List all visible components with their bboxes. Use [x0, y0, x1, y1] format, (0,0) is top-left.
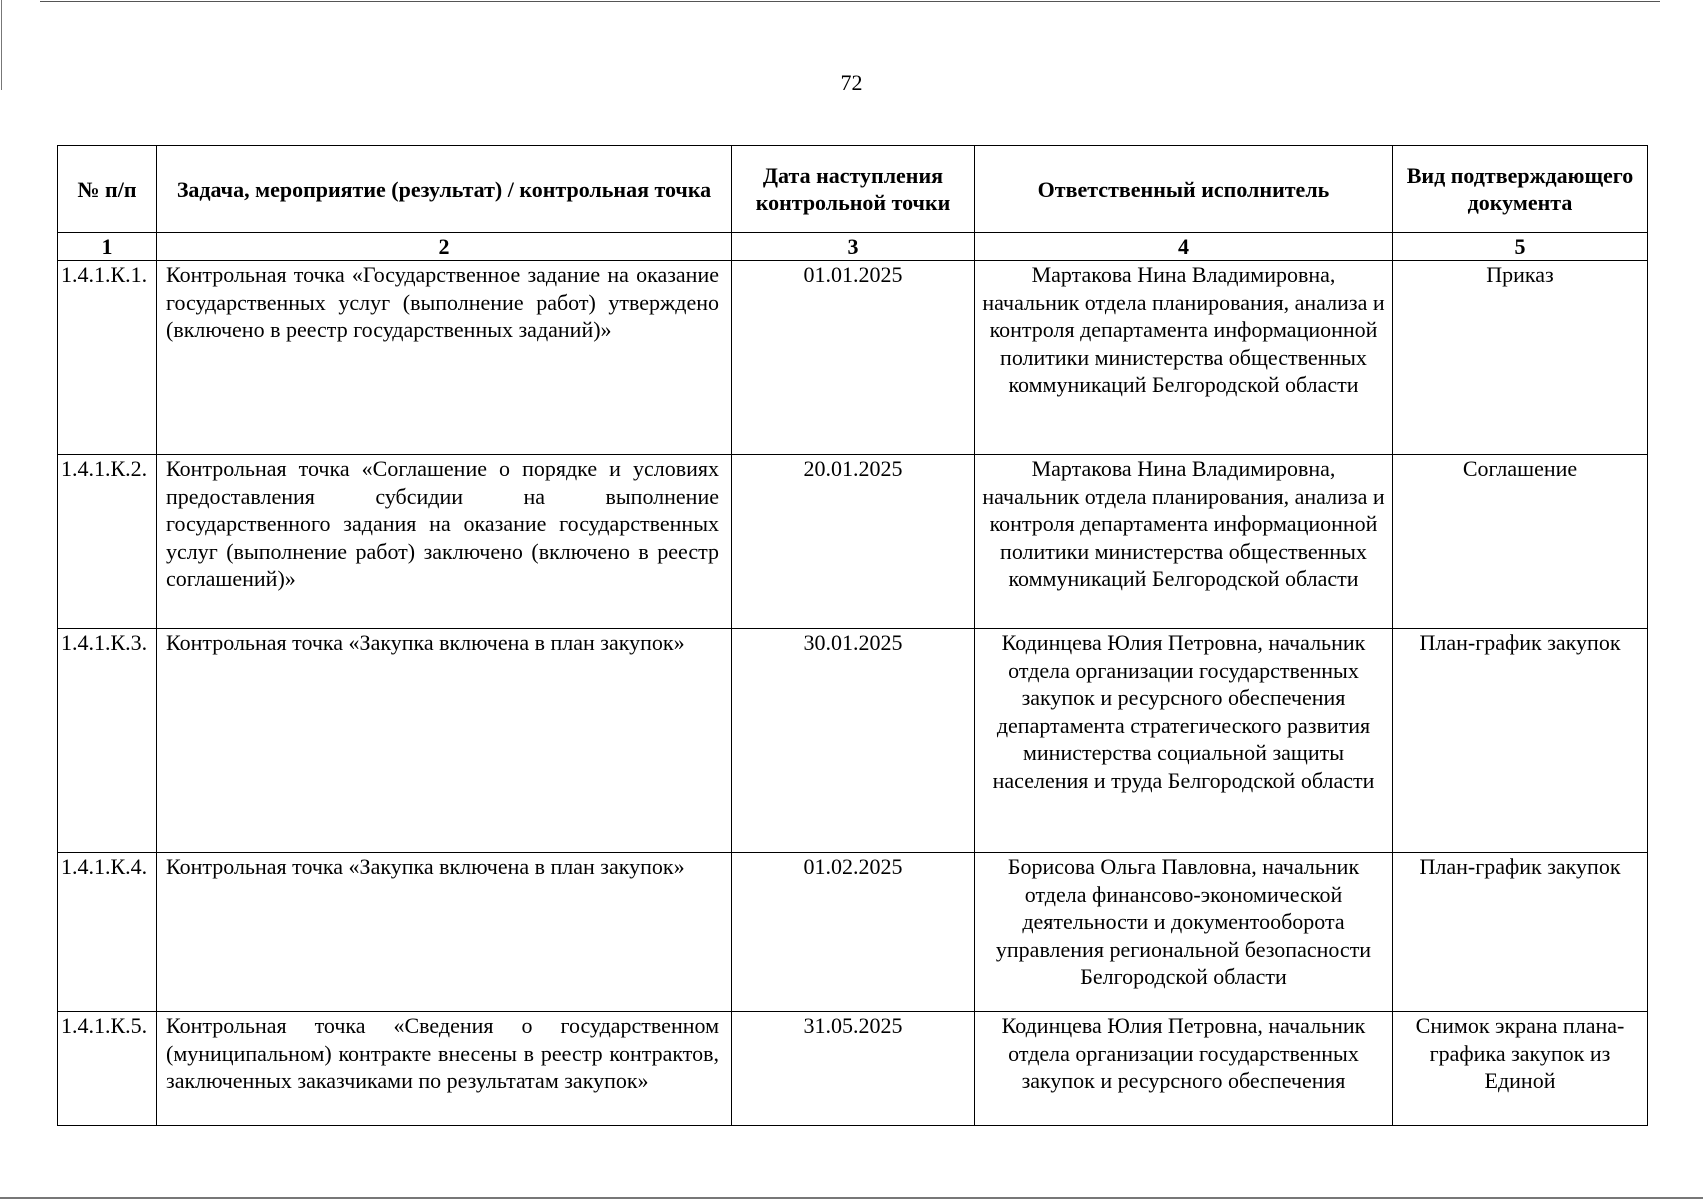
- table-header-row: [58, 146, 1648, 233]
- header-num: № п/п: [58, 146, 157, 233]
- row-document: Снимок экрана плана-графика закупок из Единой: [1393, 1012, 1648, 1126]
- row-task: Контрольная точка «Сведения о государственном (муниципальном) контракте внесены в реестр контрактов, заключенных заказчиками по результатам закупок»: [157, 1012, 732, 1126]
- header-executor: Ответственный исполнитель: [975, 146, 1393, 233]
- column-number: 1: [58, 233, 157, 261]
- table-row: [58, 853, 1648, 1012]
- table-row: [58, 1012, 1648, 1126]
- column-number: 2: [157, 233, 732, 261]
- scan-edge-bottom: [0, 1197, 1703, 1199]
- row-executor: Мартакова Нина Владимировна, начальник отдела планирования, анализа и контроля департамента информационной политики министерства общественных коммуникаций Белгородской области: [975, 455, 1393, 629]
- row-date: 20.01.2025: [732, 455, 975, 629]
- table-row: [58, 261, 1648, 455]
- table-row: [58, 629, 1648, 853]
- row-number: 1.4.1.К.3.: [58, 629, 157, 853]
- table-row: [58, 455, 1648, 629]
- page-number: 72: [840, 70, 863, 95]
- row-executor: Кодинцева Юлия Петровна, начальник отдела организации государственных закупок и ресурсного обеспечения департамента стратегического развития министерства социальной защиты населения и труда Белгородской области: [975, 629, 1393, 853]
- scan-edge-top: [40, 1, 1660, 2]
- row-task: Контрольная точка «Закупка включена в план закупок»: [157, 629, 732, 853]
- row-document: Приказ: [1393, 261, 1648, 455]
- row-date: 01.02.2025: [732, 853, 975, 1012]
- row-task: Контрольная точка «Соглашение о порядке и условиях предоставления субсидии на выполнение государственного задания на оказание государственных услуг (выполнение работ) заключено (включено в реестр соглашений)»: [157, 455, 732, 629]
- row-document: План-график закупок: [1393, 853, 1648, 1012]
- row-number: 1.4.1.К.4.: [58, 853, 157, 1012]
- row-task: Контрольная точка «Государственное задание на оказание государственных услуг (выполнение работ) утверждено (включено в реестр государственных заданий)»: [157, 261, 732, 455]
- row-executor: Борисова Ольга Павловна, начальник отдела финансово-экономической деятельности и документооборота управления региональной безопасности Белгородской области: [975, 853, 1393, 1012]
- row-date: 31.05.2025: [732, 1012, 975, 1126]
- row-executor: Мартакова Нина Владимировна, начальник отдела планирования, анализа и контроля департамента информационной политики министерства общественных коммуникаций Белгородской области: [975, 261, 1393, 455]
- row-number: 1.4.1.К.5.: [58, 1012, 157, 1126]
- header-date: Дата наступления контрольной точки: [732, 146, 975, 233]
- header-task: Задача, мероприятие (результат) / контрольная точка: [157, 146, 732, 233]
- header-document: Вид подтверждающего документа: [1393, 146, 1648, 233]
- column-number: 5: [1393, 233, 1648, 261]
- column-number: 4: [975, 233, 1393, 261]
- row-task: Контрольная точка «Закупка включена в план закупок»: [157, 853, 732, 1012]
- row-number: 1.4.1.К.1.: [58, 261, 157, 455]
- row-document: Соглашение: [1393, 455, 1648, 629]
- column-number-row: [58, 233, 1648, 261]
- row-date: 01.01.2025: [732, 261, 975, 455]
- row-executor: Кодинцева Юлия Петровна, начальник отдела организации государственных закупок и ресурсного обеспечения: [975, 1012, 1393, 1126]
- row-date: 30.01.2025: [732, 629, 975, 853]
- row-document: План-график закупок: [1393, 629, 1648, 853]
- row-number: 1.4.1.К.2.: [58, 455, 157, 629]
- control-points-table: [57, 145, 1648, 1126]
- column-number: 3: [732, 233, 975, 261]
